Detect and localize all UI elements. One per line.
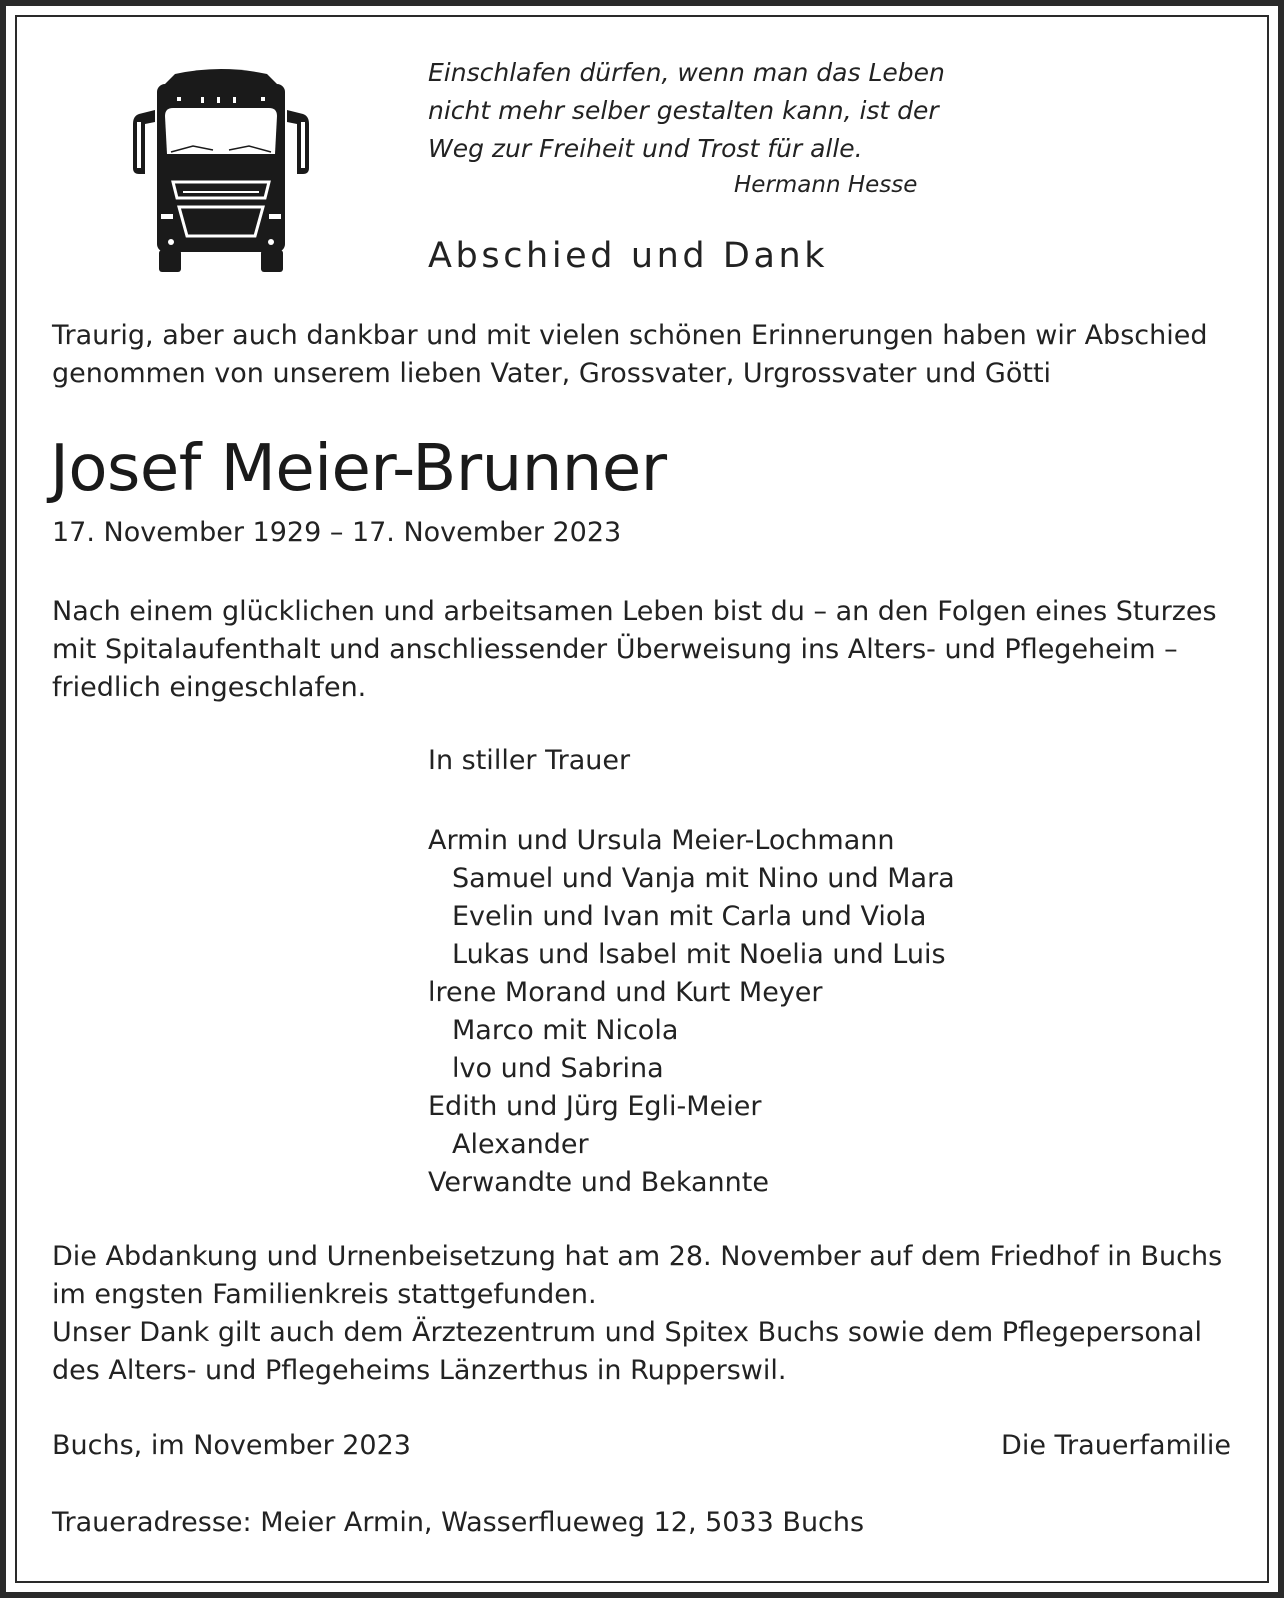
place-date: Buchs, im November 2023 — [52, 1430, 411, 1461]
ceremony-line: Unser Dank gilt auch dem Ärztezentrum und Spitex Buchs sowie dem Pflegepersonal — [52, 1317, 1203, 1348]
deceased-name: Josef Meier-Brunner — [50, 432, 667, 506]
signature: Die Trauerfamilie — [1001, 1430, 1231, 1461]
family-member: Lukas und lsabel mit Noelia und Luis — [452, 939, 946, 970]
ceremony-line: Die Abdankung und Urnenbeisetzung hat am 28. November auf dem Friedhof in Buchs — [52, 1241, 1223, 1272]
ceremony-line: des Alters- und Pflegeheims Länzerthus in Rupperswil. — [52, 1355, 787, 1386]
family-member: Marco mit Nicola — [452, 1015, 679, 1046]
ceremony-text — [52, 1238, 1222, 1390]
paragraph-line: mit Spitalaufenthalt und anschliessender Überweisung ins Alters- und Pflegeheim – — [52, 634, 1178, 665]
quote-line: nicht mehr selber gestalten kann, ist der — [428, 96, 939, 125]
quote-line: Einschlafen dürfen, wenn man das Leben — [428, 58, 945, 87]
family-member: Armin und Ursula Meier-Lochmann — [428, 825, 895, 856]
family-member: Verwandte und Bekannte — [428, 1167, 769, 1198]
family-list — [428, 822, 955, 1202]
notice-heading: Abschied und Dank — [428, 236, 829, 276]
quote-line: Weg zur Freiheit und Trost für alle. — [428, 134, 863, 163]
mourning-label: In stiller Trauer — [428, 745, 631, 776]
quote — [428, 54, 945, 168]
family-member: Evelin und Ivan mit Carla und Viola — [452, 901, 927, 932]
family-member: Alexander — [452, 1129, 589, 1160]
family-member: Samuel und Vanja mit Nino und Mara — [452, 863, 955, 894]
truck-icon — [131, 64, 311, 284]
paragraph-line: Nach einem glücklichen und arbeitsamen Leben bist du – an den Folgen eines Sturzes — [52, 596, 1217, 627]
paragraph-line: friedlich eingeschlafen. — [52, 672, 367, 703]
family-member: lvo und Sabrina — [452, 1053, 664, 1084]
family-member: lrene Morand und Kurt Meyer — [428, 977, 823, 1008]
intro-text — [52, 317, 1207, 393]
family-member: Edith und Jürg Egli-Meier — [428, 1091, 762, 1122]
life-paragraph — [52, 593, 1217, 707]
ceremony-line: im engsten Familienkreis stattgefunden. — [52, 1279, 597, 1310]
mourning-address: Traueradresse: Meier Armin, Wasserflueweg 12, 5033 Buchs — [52, 1507, 865, 1538]
intro-line: Traurig, aber auch dankbar und mit vielen schönen Erinnerungen haben wir Abschied — [52, 320, 1208, 351]
quote-author: Hermann Hesse — [734, 172, 918, 198]
life-dates: 17. November 1929 – 17. November 2023 — [52, 517, 622, 548]
intro-line: genommen von unserem lieben Vater, Grossvater, Urgrossvater und Götti — [52, 358, 1052, 389]
